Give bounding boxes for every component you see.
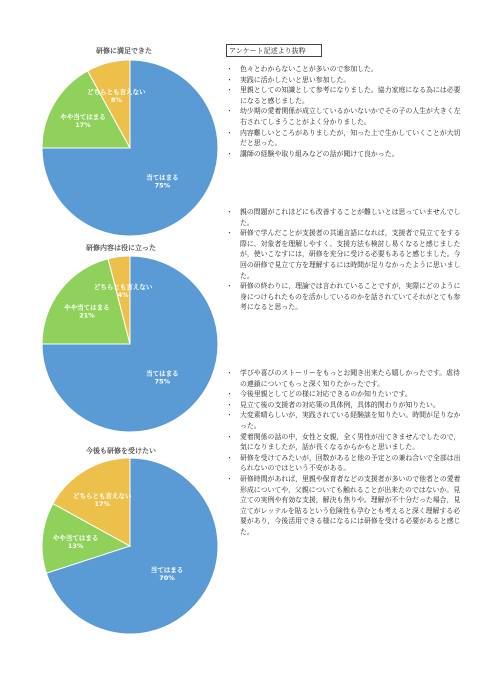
slice-label: 当てはまる: [146, 173, 179, 182]
comment-item: ・ 幼少期の愛着関係が成立しているかいないかでその子の人生が大きく左右されてしまうことがよく分かりました。: [226, 106, 466, 127]
slice-label: どちらとも言えない: [87, 88, 146, 97]
slice-value: 8%: [110, 96, 122, 105]
comment-item: ・ 色々とわからないことが多いので参加した。: [226, 64, 466, 75]
chart-title: 今後も研修を受けたい: [86, 447, 156, 455]
pie-chart: [40, 254, 220, 434]
comment-item: ・ 大変素晴らしいが，実践されている経験談を知りたい。時間が足りなかった。: [226, 410, 466, 431]
slice-value: 13%: [67, 541, 84, 550]
slice-label: 当てはまる: [150, 565, 184, 574]
slice-label: 当てはまる: [146, 369, 179, 378]
comment-item: ・ 実践に活かしたいと思い参加した。: [226, 75, 466, 86]
comment-item: ・ 研修時間があれば，里親や保育者などの支援者が多いので他者との愛着形成についてや，父親についても触れることが出来たのではないか。見立ての実例や有効な支援，解決も焦りや。理解が不十分だった場合，見立てがレッテルを貼るという危険性も孕むとも考えると深く理解する必要があり，今後活用できる様になるには研修を受ける必要があると感じた。: [226, 474, 466, 538]
comment-item: ・ 見立て後の支援者の対応策の具体例，具体的関わりが知りたい。: [226, 400, 466, 411]
slice-value: 70%: [159, 573, 175, 582]
pie-chart: [40, 456, 220, 636]
slice-label: やや当てはまる: [52, 533, 99, 542]
survey-header: アンケート記述より抜粋: [226, 44, 322, 57]
comment-item: ・ 里親としての知識として参考になりました。協力家庭になる為には必要になると感じました。: [226, 85, 466, 106]
comment-item: ・ 研修を受けてみたいが，回数があると他の予定との兼ね合いで全部は出られないのではという不安がある。: [226, 453, 466, 474]
comment-item: ・ 今後里親としてどの様に対応できるのか知りたいです。: [226, 389, 466, 400]
comment-list: [226, 207, 466, 313]
slice-value: 75%: [154, 377, 171, 386]
slice-label: どちらとも言えない: [93, 282, 153, 291]
comment-item: ・ 愛着関係の話の中，女性と女親，全く男性が出てきませんでしたので，気になりましたが，話が長くなるからかもと思いました。: [226, 432, 466, 453]
slice-value: 4%: [117, 290, 129, 299]
slice-value: 17%: [75, 121, 91, 130]
chart-title: 研修内容は役に立った: [86, 244, 156, 252]
comment-item: ・ 研修の終わりに，理論では言われていることですが，実際にどのように身につけられたものを活かしているのかを話されていてそれがとても参考になると思った。: [226, 281, 466, 313]
comment-item: ・ 学びや喜びのストーリーをもっとお聞き出来たら嬉しかったです。虐待の連鎖についてもっと深く知りたかったです。: [226, 368, 466, 389]
slice-label: やや当てはまる: [64, 303, 110, 312]
comment-item: ・ 内容難しいところがありましたが，知った上で生かしていくことが大切だと思った。: [226, 128, 466, 149]
pie-chart: [40, 58, 220, 238]
comment-item: ・ 研修で学んだことが支援者の共通言語になれば，支援者で見立てをする際に、対象者を理解しやすく、支援方法も検討し易くなると感じましたが，使いこなすには，研修を充分に受ける必要もあると感じました。今回の研修で見立て方を理解するには時間が足りなかったように思いました。: [226, 228, 466, 281]
slice-value: 21%: [79, 311, 95, 320]
chart-title: 研修に満足できた: [96, 47, 152, 55]
comment-item: ・ 親の問題がこれほどにも改善することが難しいとは思っていませんでした。: [226, 207, 466, 228]
comment-item: ・ 講師の経験や取り組みなどの話が聞けて良かった。: [226, 149, 466, 160]
comment-list: [226, 368, 466, 538]
slice-label: どちらとも言えない: [72, 492, 132, 501]
slice-label: やや当てはまる: [60, 113, 106, 122]
slice-value: 17%: [94, 500, 111, 509]
slice-value: 75%: [154, 181, 171, 190]
comment-list: [226, 64, 466, 159]
